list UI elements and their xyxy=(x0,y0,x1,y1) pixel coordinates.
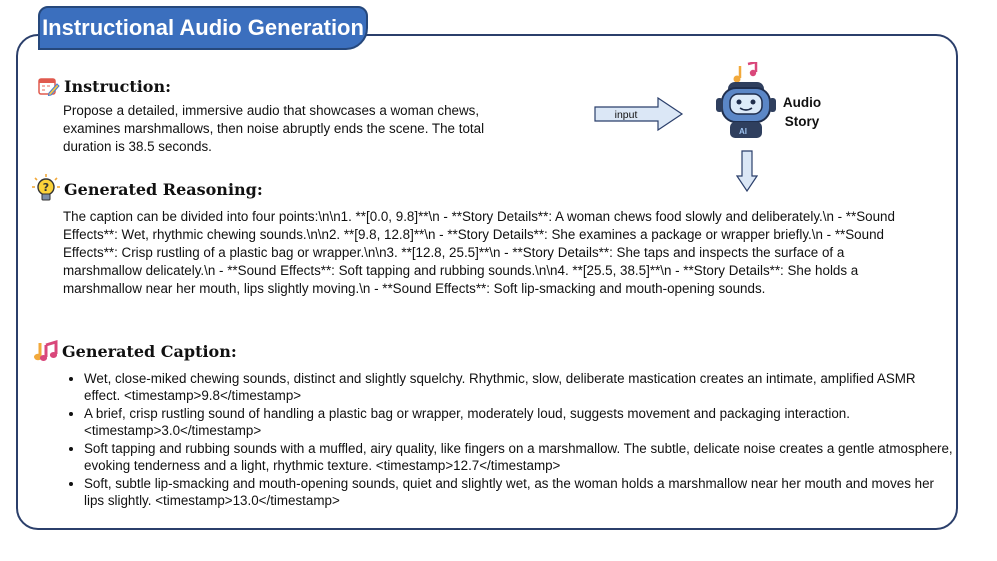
calendar-pencil-icon xyxy=(38,76,60,96)
caption-item: • Soft tapping and rubbing sounds with a muffled, airy quality, like fingers on a marshmallow. The subtle, delicate noise creates a gentle atmosphere, evoking tenderness and a light, rhythmic texture. <timestamp>12.7</timestamp> xyxy=(84,440,954,474)
svg-text:AI: AI xyxy=(739,127,747,136)
caption-heading-row xyxy=(34,340,237,362)
input-arrow xyxy=(594,96,684,132)
robot-label-line2: Story xyxy=(784,114,820,129)
svg-text:?: ? xyxy=(42,181,50,194)
caption-item: • A brief, crisp rustling sound of handling a plastic bag or wrapper, moderately loud, suggests movement and packaging interaction. <timestamp>3.0</timestamp> xyxy=(84,405,954,439)
reasoning-heading: Generated Reasoning: xyxy=(64,179,263,199)
reasoning-heading-row xyxy=(32,174,263,204)
robot-icon xyxy=(710,62,780,140)
instruction-text: Propose a detailed, immersive audio that showcases a woman chews, examines marshmallows, then noise abruptly ends the scene. The total duration is 38.5 seconds. xyxy=(63,103,485,154)
music-notes-icon xyxy=(34,340,58,362)
caption-list xyxy=(50,370,954,510)
instruction-heading-row xyxy=(38,76,171,96)
instruction-heading: Instruction: xyxy=(64,76,171,96)
robot-label-line1: Audio xyxy=(782,95,822,110)
down-arrow xyxy=(736,150,758,192)
caption-heading: Generated Caption: xyxy=(62,341,237,361)
music-notes-icon xyxy=(734,62,757,83)
reasoning-text: The caption can be divided into four points:\n\n1. **[0.0, 9.8]**\n - **Story Details**: A woman chews food slowly and deliberately.\n - **Sound Effects**: Wet, rhythmic chewing sounds.\n\n2. **[9.8, 12.8]**\n - **Story Details**: She examines a package or wrapper briefly.\n - **Sound Effects**: Crisp rustling of a plastic bag or wrapper.\n\n3. **[12.8, 25.5]**\n - **Story Details**: She taps and inspects the surface of a marshmallow delicately.\n - **Sound Effects**: Soft tapping and rubbing sounds.\n\n4. **[25.5, 38.5]**\n - **Story Details**: She holds a marshmallow near her mouth, lips slightly moving.\n - **Sound Effects**: Soft lip-smacking and mouth-opening sounds. xyxy=(63,209,895,296)
caption-item: • Wet, close-miked chewing sounds, distinct and slightly squelchy. Rhythmic, slow, deliberate mastication creates an intimate, amplified ASMR effect. <timestamp>9.8</timestamp> xyxy=(84,370,954,404)
page-title: Instructional Audio Generation xyxy=(38,6,368,50)
input-arrow-label: input xyxy=(614,109,638,121)
caption-item: • Soft, subtle lip-smacking and mouth-opening sounds, quiet and slightly wet, as the woman holds a marshmallow near her mouth and moves her lips slightly. <timestamp>13.0</timestamp> xyxy=(84,475,954,509)
robot-label xyxy=(780,93,824,131)
lightbulb-question-icon xyxy=(32,174,60,204)
